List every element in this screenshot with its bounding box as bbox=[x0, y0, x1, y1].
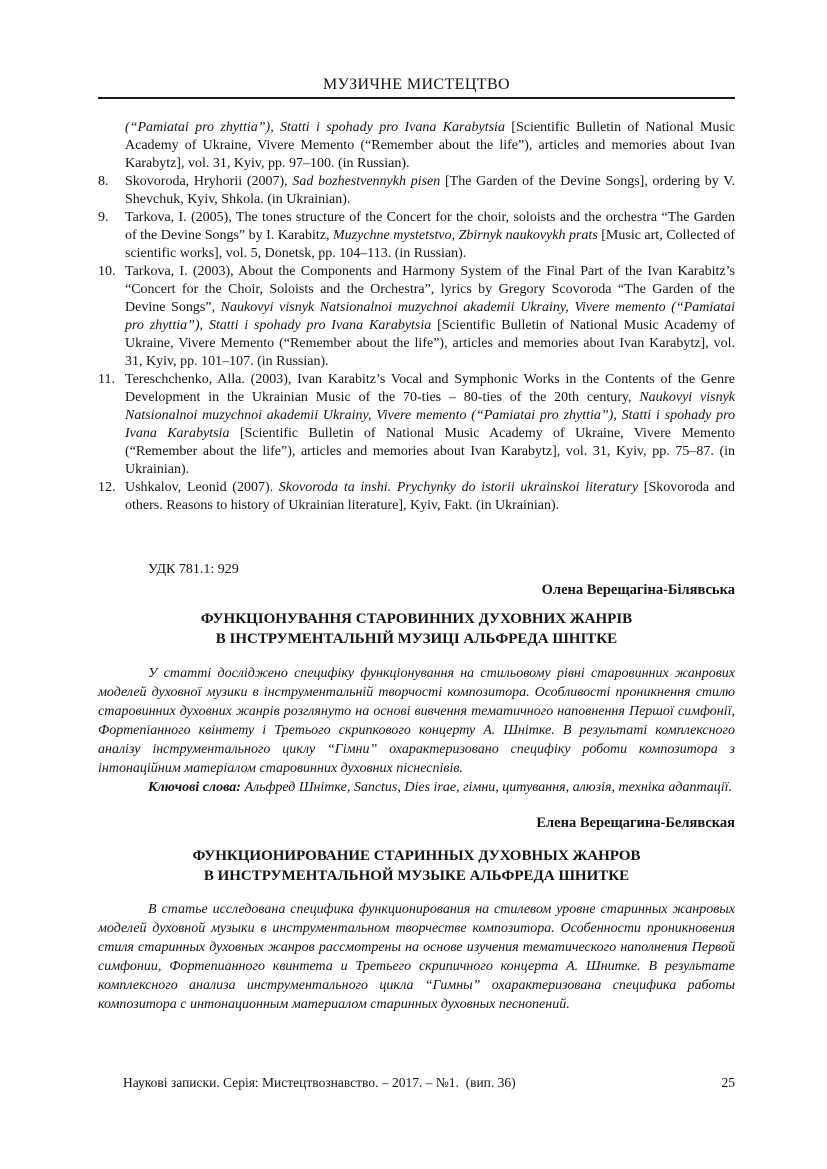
reference-text: Ushkalov, Leonid (2007). Skovoroda ta inshi. Prychynky do istorii ukrainskoi literatury [Skovoroda and others. Reasons to history of Ukrainian literature], Kyiv, Fakt. (in Ukrainian). bbox=[125, 480, 736, 513]
abstract-ru-text: В статье исследована специфика функционирования на стилевом уровне старинных жанровых моделей духовной музыки в инструментальном творчестве композитора. Особенности проникновения стиля старинных духовных жанров рассмотрены на основе изучения тематического наполнения Первой симфонии, Фортепианного квинтета и Третьего скрипичного концерта А. Шнитке. В результате комплексного анализа инструментального цикла “Гимны” охарактеризована специфика работы композитора с интонационным материалом старинных духовных песнопений. bbox=[98, 902, 735, 1012]
article-title-ru bbox=[98, 846, 735, 886]
reference-number: 12. bbox=[98, 480, 116, 495]
abstract-uk-text: У статті досліджено специфіку функціонування на стильовому рівні старовинних жанрових моделей духовної музики в інструментальній творчості композитора. Особливості проникнення стилю старовинних духовних жанрів розглянуто на основі вивчення тематичного наповнення Першої симфонії, Фортепіанного квінтету і Третього скрипкового концерту А. Шнітке. В результаті комплексного аналізу інструментального циклу “Гімни” охарактеризовано специфіку роботи композитора з інтонаційним матеріалом старовинних духовних піснеспівів. bbox=[98, 666, 735, 776]
abstract-uk-block bbox=[98, 664, 735, 797]
reference-continuation: (“Pamiatai pro zhyttia”), Statti i spohady pro Ivana Karabytsia [Scientific Bulletin of National Music Academy of Ukraine, Vivere Memento (“Remember about the life”), articles and memories about Ivan Karabytz], vol. 31, Kyiv, pp. 97–100. (in Russian). bbox=[125, 120, 735, 171]
footer-page-number: 25 bbox=[721, 1075, 735, 1090]
page-footer bbox=[98, 1074, 735, 1091]
running-head-title: МУЗИЧНЕ МИСТЕЦТВО bbox=[323, 76, 510, 93]
page-content bbox=[98, 0, 735, 1014]
reference-item-9 bbox=[98, 209, 735, 263]
reference-text: Tereschchenko, Alla. (2003), Ivan Karabitz’s Vocal and Symphonic Works in the Contents of the Genre Development in the Ukrainian Music of the 70-ties – 80-ties of the 20th century, Naukovyi visnyk Natsionalnoi muzychnoi akademii Ukrainy, Vivere memento (“Pamiatai pro zhyttia”), Statti i spohady pro Ivana Karabytsia [Scientific Bulletin of National Music Academy of Ukraine, Vivere Memento (“Remember about the life”), articles and memories about Ivan Karabytz], vol. 31, Kyiv, pp. 75–87. (in Ukrainian). bbox=[125, 372, 736, 477]
reference-item-12 bbox=[98, 479, 735, 515]
reference-text: Tarkova, I. (2005), The tones structure of the Concert for the choir, soloists and the orchestra “The Garden of the Devine Songs” by I. Karabitz, Muzychne mystetstvo, Zbirnyk naukovykh prats [Music art, Collected of scientific works], vol. 5, Donetsk, pp. 104–113. (in Russian). bbox=[125, 210, 736, 261]
reference-item-11 bbox=[98, 371, 735, 479]
reference-text: Skovoroda, Hryhorii (2007), Sad bozhestvennykh pisen [The Garden of the Devine Songs], ordering by V. Shevchuk, Kyiv, Shkola. (in Ukrainian). bbox=[125, 174, 735, 207]
abstract-ru-block bbox=[98, 900, 735, 1014]
reference-number: 8. bbox=[98, 174, 109, 189]
reference-number: 9. bbox=[98, 210, 109, 225]
article-title-uk-line2: В ІНСТРУМЕНТАЛЬНІЙ МУЗИЦІ АЛЬФРЕДА ШНІТКЕ bbox=[215, 631, 618, 647]
header-rule-divider bbox=[98, 97, 735, 99]
keywords-uk: Ключові слова: Альфред Шнітке, Sanctus, Dies irae, гімни, цитування, алюзія, техніка адаптації. bbox=[148, 780, 733, 795]
author-uk: Олена Верещагіна-Білявська bbox=[541, 582, 735, 598]
article-title-uk bbox=[98, 609, 735, 649]
article-title-ru-line1: ФУНКЦИОНИРОВАНИЕ СТАРИННЫХ ДУХОВНЫХ ЖАНРОВ bbox=[192, 848, 641, 864]
footer-citation: Наукові записки. Серія: Мистецтвознавство. – 2017. – №1. (вип. 36) bbox=[123, 1075, 516, 1090]
article-title-ru-line2: В ИНСТРУМЕНТАЛЬНОЙ МУЗЫКЕ АЛЬФРЕДА ШНИТКЕ bbox=[203, 868, 630, 884]
reference-text: Tarkova, I. (2003), About the Components and Harmony System of the Final Part of the Ivan Karabitz’s “Concert for the Choir, Soloists and the Orchestra”, lyrics by Gregory Scovoroda “The Garden of the Devine Songs”, Naukovyi visnyk Natsionalnoi muzychnoi akademii Ukrainy, Vivere memento (“Pamiatai pro zhyttia”), Statti i spohady pro Ivana Karabytsia [Scientific Bulletin of National Music Academy of Ukraine, Vivere Memento (“Remember about the life”), articles and memories about Ivan Karabytz], vol. 31, Kyiv, pp. 101–107. (in Russian). bbox=[125, 264, 735, 369]
reference-item-10 bbox=[98, 263, 735, 371]
reference-number: 11. bbox=[98, 372, 115, 387]
references-list bbox=[98, 119, 735, 515]
udc-code: УДК 781.1: 929 bbox=[148, 562, 239, 577]
reference-number: 10. bbox=[98, 264, 116, 279]
article-title-uk-line1: ФУНКЦІОНУВАННЯ СТАРОВИННИХ ДУХОВНИХ ЖАНРІВ bbox=[200, 611, 633, 627]
author-ru: Елена Верещагина-Белявская bbox=[536, 815, 735, 831]
reference-item-8 bbox=[98, 173, 735, 209]
